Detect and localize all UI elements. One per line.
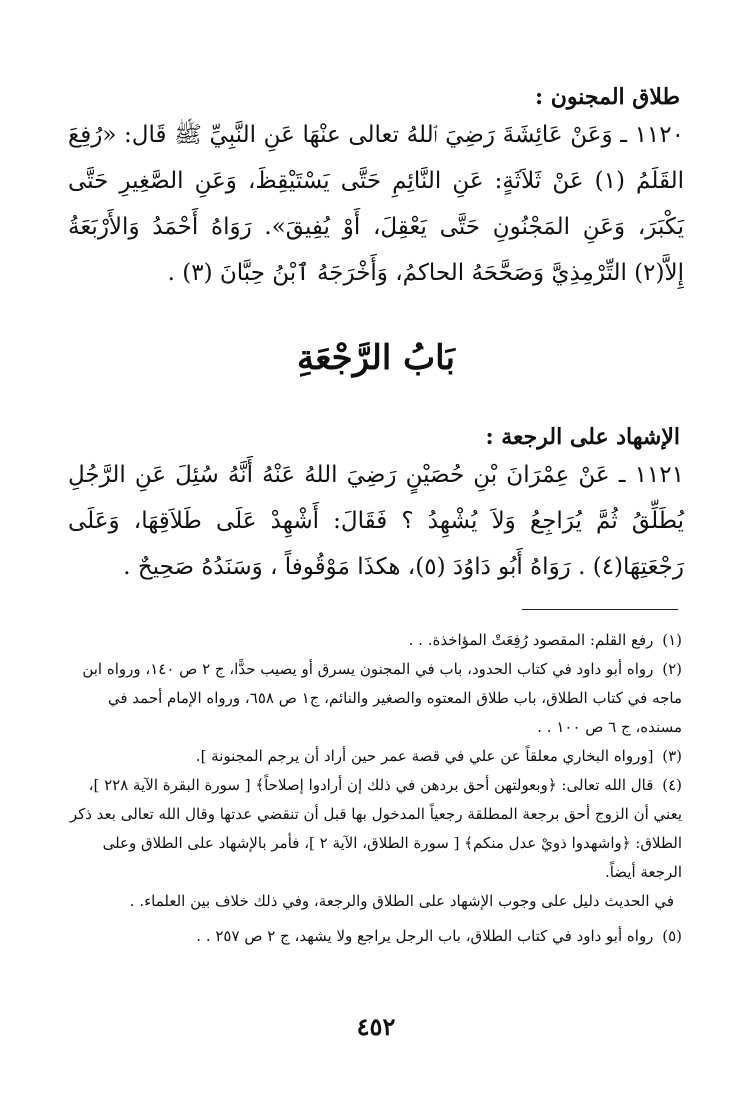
footnote-number: (٥) (662, 927, 682, 945)
footnote-number: (٤) (662, 776, 682, 794)
footnote-4 (68, 771, 682, 887)
footnotes (68, 626, 682, 951)
footnote-number: (٣) (662, 747, 682, 765)
page-number: ٤٥٢ (356, 1012, 396, 1041)
footnote-text: رواه أبو داود في كتاب الطلاق، باب الرجل يراجع ولا يشهد، ج ٢ ص ٢٥٧ . . (196, 927, 654, 945)
section-heading-insane-divorce: طلاق المجنون : (534, 84, 680, 110)
footnote-text: قال الله تعالى: ﴿وبعولتهن أحق بردهن في ذلك إن أرادوا إصلاحاً﴾ [ سورة البقرة الآية ٢٢٨ ]، يعني أن الزوج أحق برجعة المطلقة رجعياً المدخول بها قبل أن تنقضي عدتها وقال الله تعالى بعد ذكر الطلاق: ﴿واشهدوا ذويْ عدل منكم﴾ [ سورة الطلاق، الآية ٢ ]، فأمر بالإشهاد على الطلاق وعلى الرجعة أيضاً. (69, 776, 682, 881)
footnote-number: (٢) (662, 660, 682, 678)
footnote-text: في الحديث دليل على وجوب الإشهاد على الطلاق والرجعة، وفي ذلك خلاف بين العلماء. . (129, 892, 674, 910)
footnote-4-continuation (68, 887, 674, 916)
footnote-text: رفع القلم: المقصود رُفِعَتْ المؤاخذة. . . (408, 631, 654, 649)
hadith-1121: ١١٢١ ـ عَنْ عِمْرَانَ بْنِ حُصَيْنٍ رَضِيَ اللهُ عَنْهُ أَنَّهُ سُئِلَ عَنِ الرَّجُلِ يُطَلِّقُ ثُمَّ يُرَاجِعُ وَلاَ يُشْهِدُ ؟ فَقَالَ: أَشْهِدْ عَلَى طَلاَقِهَا، وَعَلَى رَجْعَتِهَا(٤) . رَوَاهُ أَبُو دَاوُدَ (٥)، هكذَا مَوْقُوفاً ، وَسَنَدُهُ صَحِيحٌ . (68, 462, 684, 580)
section-heading-witness-return: الإشهاد على الرجعة : (485, 424, 680, 450)
footnote-number: (١) (662, 631, 682, 649)
footnote-5 (68, 922, 682, 951)
hadith-1120: ١١٢٠ ـ وَعَنْ عَائِشَةَ رَضِيَ ٱللهُ تعالى عنْهَا عَنِ النَّبِيِّ ﷺ قَال: «رُفِعَ القَلَمُ (١) عَنْ ثَلاَثَةٍ: عَنِ النَّائِمِ حَتَّى يَسْتَيْقِظَ، وَعَنِ الصَّغِيرِ حَتَّى يَكْبَرَ، وَعَنِ المَجْنُونِ حَتَّى يَعْقِلَ، أَوْ يُفِيقَ». رَوَاهُ أَحْمَدُ وَالأَرْبَعَةُ إِلاَّ(٢) التِّرْمِذِيَّ وَصَحَّحَهُ الحاكمُ، وَأَخْرَجَهُ ٱبْنُ حِبَّانَ (٣) . (68, 122, 684, 286)
chapter-title: بَابُ الرَّجْعَةِ (297, 338, 455, 378)
footnote-1 (68, 626, 682, 655)
footnote-text: رواه أبو داود في كتاب الحدود، باب في المجنون يسرق أو يصيب حدًّا، ج ٢ ص ١٤٠، ورواه ابن ماجه في كتاب الطلاق، باب طلاق المعتوه والصغير والنائم، ج١ ص ٦٥٨، ورواه الإمام أحمد في مسنده، ج ٦ ص ١٠٠ . . (82, 660, 682, 736)
footnote-text: [ورواه البخاري معلقاً عن علي في قصة عمر حين أراد أن يرجم المجنونة ]. (195, 747, 654, 765)
footnote-3 (68, 742, 682, 771)
footnote-separator (522, 609, 678, 610)
footnote-2 (68, 655, 682, 742)
